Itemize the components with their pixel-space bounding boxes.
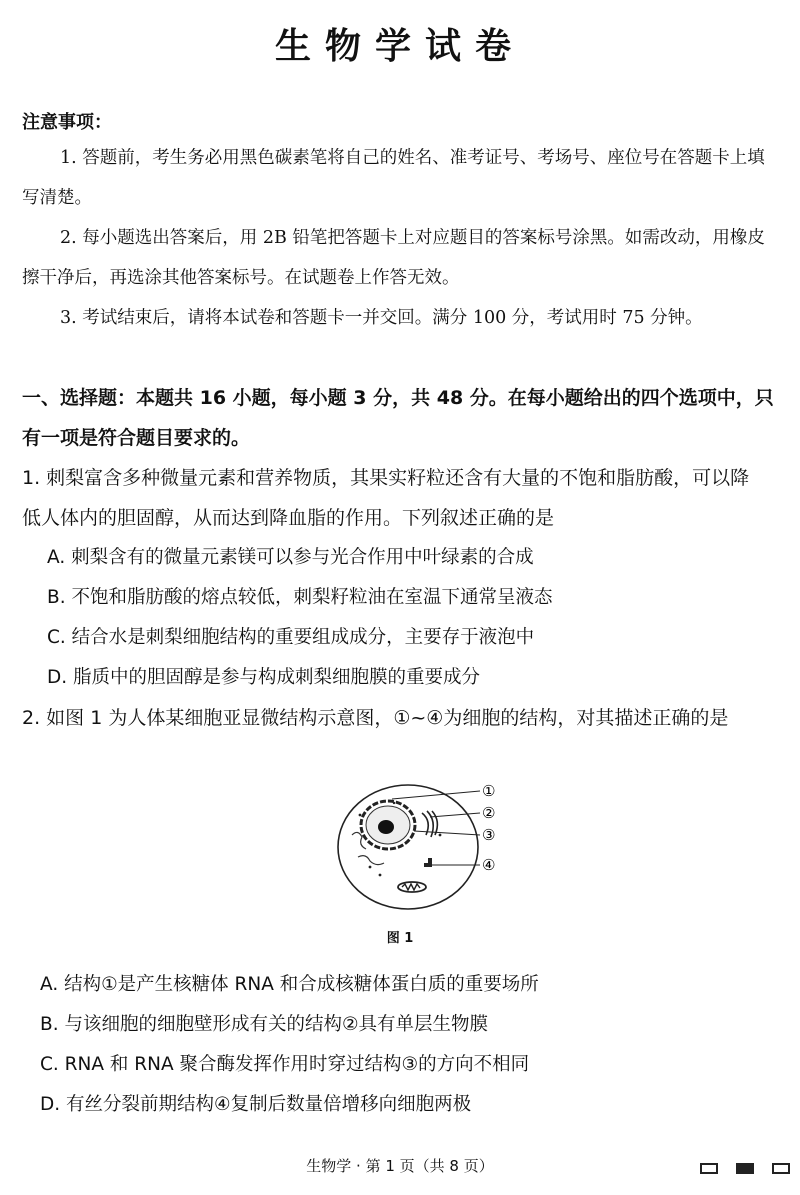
ribosome-dot (369, 866, 372, 869)
notice-item-2: 2. 每小题选出答案后，用 2B 铅笔把答题卡上对应题目的答案标号涂黑。如需改动，用橡皮擦干净后，再选涂其他答案标号。在试题卷上作答无效。 (22, 228, 765, 288)
figure-label-1: ① (482, 782, 496, 800)
golgi-apparatus (422, 811, 437, 837)
figure-label-3: ③ (482, 826, 496, 844)
figure-label-4: ④ (482, 856, 496, 874)
section-heading: 一、选择题：本题共 16 小题，每小题 3 分，共 48 分。在每小题给出的四个选项中，只有一项是符合题目要求的。 (22, 387, 774, 449)
question-1-stem-line1: 1. 刺梨富含多种微量元素和营养物质，其果实籽粒还含有大量的不饱和脂肪酸，可以降 (22, 467, 750, 489)
question-2-options (22, 965, 787, 1125)
question-1-option-b: B. 不饱和脂肪酸的熔点较低，刺梨籽粒油在室温下通常呈液态 (47, 587, 553, 608)
figure-label-2: ② (482, 804, 496, 822)
question-2-option-a: A. 结构①是产生核糖体 RNA 和合成核糖体蛋白质的重要场所 (40, 974, 539, 995)
question-2-option-d: D. 有丝分裂前期结构④复制后数量倍增移向细胞两极 (40, 1094, 472, 1115)
ribosome-dot (359, 814, 362, 817)
question-2-option-c: C. RNA 和 RNA 聚合酶发挥作用时穿过结构③的方向不相同 (40, 1054, 530, 1075)
centriole-part-2 (428, 858, 432, 866)
question-1-option-a: A. 刺梨含有的微量元素镁可以参与光合作用中叶绿素的合成 (47, 547, 534, 568)
cell-structure-figure (330, 775, 510, 915)
footer-marks (698, 1160, 793, 1180)
figure-caption: 图 1 (386, 931, 414, 946)
question-2-option-b: B. 与该细胞的细胞壁形成有关的结构②具有单层生物膜 (40, 1014, 489, 1035)
leader-line-1 (392, 791, 480, 799)
notice-heading: 注意事项： (22, 112, 112, 133)
question-2 (22, 698, 787, 738)
ribosome-dot (379, 874, 382, 877)
notice-item-1: 1. 答题前，考生务必用黑色碳素笔将自己的姓名、准考证号、考场号、座位号在答题卡上填写清楚。 (22, 148, 765, 208)
leader-line-3 (414, 831, 480, 835)
question-2-stem: 2. 如图 1 为人体某细胞亚显微结构示意图，①~④为细胞的结构，对其描述正确的是 (22, 707, 729, 729)
filled-square-icon (736, 1163, 754, 1174)
question-1-stem (22, 458, 787, 538)
ribosome-dot (439, 834, 442, 837)
page-footer: 生物学 · 第 1 页（共 8 页） (306, 1157, 494, 1175)
mitochondrion-cristae (402, 884, 420, 890)
question-1 (22, 458, 787, 698)
question-1-option-c: C. 结合水是刺梨细胞结构的重要组成成分，主要存于液泡中 (47, 627, 535, 648)
hollow-square-icon (700, 1163, 718, 1174)
ribosome-dot (393, 802, 395, 804)
page-title: 生物学试卷 (274, 26, 525, 67)
question-1-stem-line2: 低人体内的胆固醇，从而达到降血脂的作用。下列叙述正确的是 (22, 507, 555, 529)
question-1-option-d: D. 脂质中的胆固醇是参与构成刺梨细胞膜的重要成分 (47, 667, 481, 688)
leader-line-2 (430, 813, 480, 817)
nucleolus (378, 820, 394, 834)
hollow-square-icon (772, 1163, 790, 1174)
notice-item-3: 3. 考试结束后，请将本试卷和答题卡一并交回。满分 100 分，考试用时 75 分钟。 (60, 308, 703, 328)
